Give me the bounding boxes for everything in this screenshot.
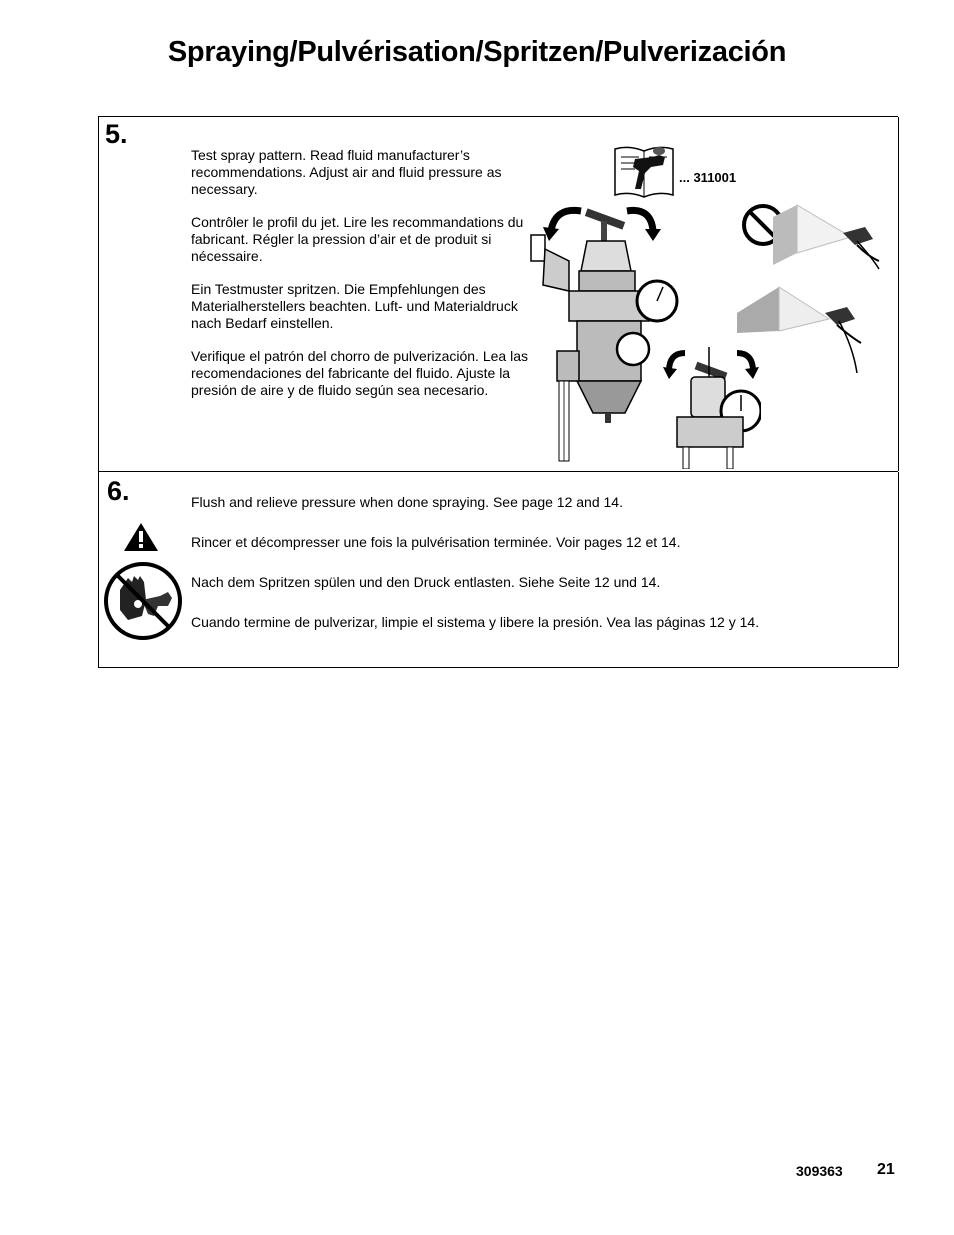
manual-reference: ... 311001 xyxy=(679,170,737,185)
step-5-number: 5. xyxy=(105,119,128,149)
step-5-text-en: Test spray pattern. Read fluid manufacturer’s recommendations. Adjust air and fluid pressure as necessary. xyxy=(191,147,502,197)
step-5-text-es: Verifique el patrón del chorro de pulverización. Lea las recomendaciones del fabricante del fluido. Ajuste la presión de aire y de fluido según sea necesario. xyxy=(191,348,528,398)
page-title: Spraying/Pulvérisation/Spritzen/Pulverización xyxy=(167,36,787,68)
warning-icon xyxy=(123,522,159,552)
step-5-text-de: Ein Testmuster spritzen. Die Empfehlungen des Materialherstellers beachten. Luft- und Materialdruck nach Bedarf einstellen. xyxy=(191,281,518,331)
step-6-text-es: Cuando termine de pulverizar, limpie el sistema y libere la presión. Vea las páginas 12 y 14. xyxy=(191,614,760,630)
step-6-panel xyxy=(98,472,898,668)
page-number: 21 xyxy=(877,1161,895,1178)
step-6-number: 6. xyxy=(107,476,130,506)
step-6-text xyxy=(191,494,891,654)
step-5-panel xyxy=(98,116,898,472)
no-hand-injection-icon xyxy=(102,560,184,642)
step-5-text-fr: Contrôler le profil du jet. Lire les recommandations du fabricant. Régler la pression d’air et de produit si nécessaire. xyxy=(191,214,524,264)
document-number: 309363 xyxy=(796,1163,843,1179)
step-6-text-fr: Rincer et décompresser une fois la pulvérisation terminée. Voir pages 12 et 14. xyxy=(191,534,681,550)
step-6-text-de: Nach dem Spritzen spülen und den Druck entlasten. Siehe Seite 12 und 14. xyxy=(191,574,661,590)
manual-spray-gun-icon xyxy=(611,143,677,201)
air-regulator-illustration xyxy=(661,343,761,469)
step-6-text-en: Flush and relieve pressure when done spraying. See page 12 and 14. xyxy=(191,494,623,510)
step-5-text xyxy=(191,147,536,415)
